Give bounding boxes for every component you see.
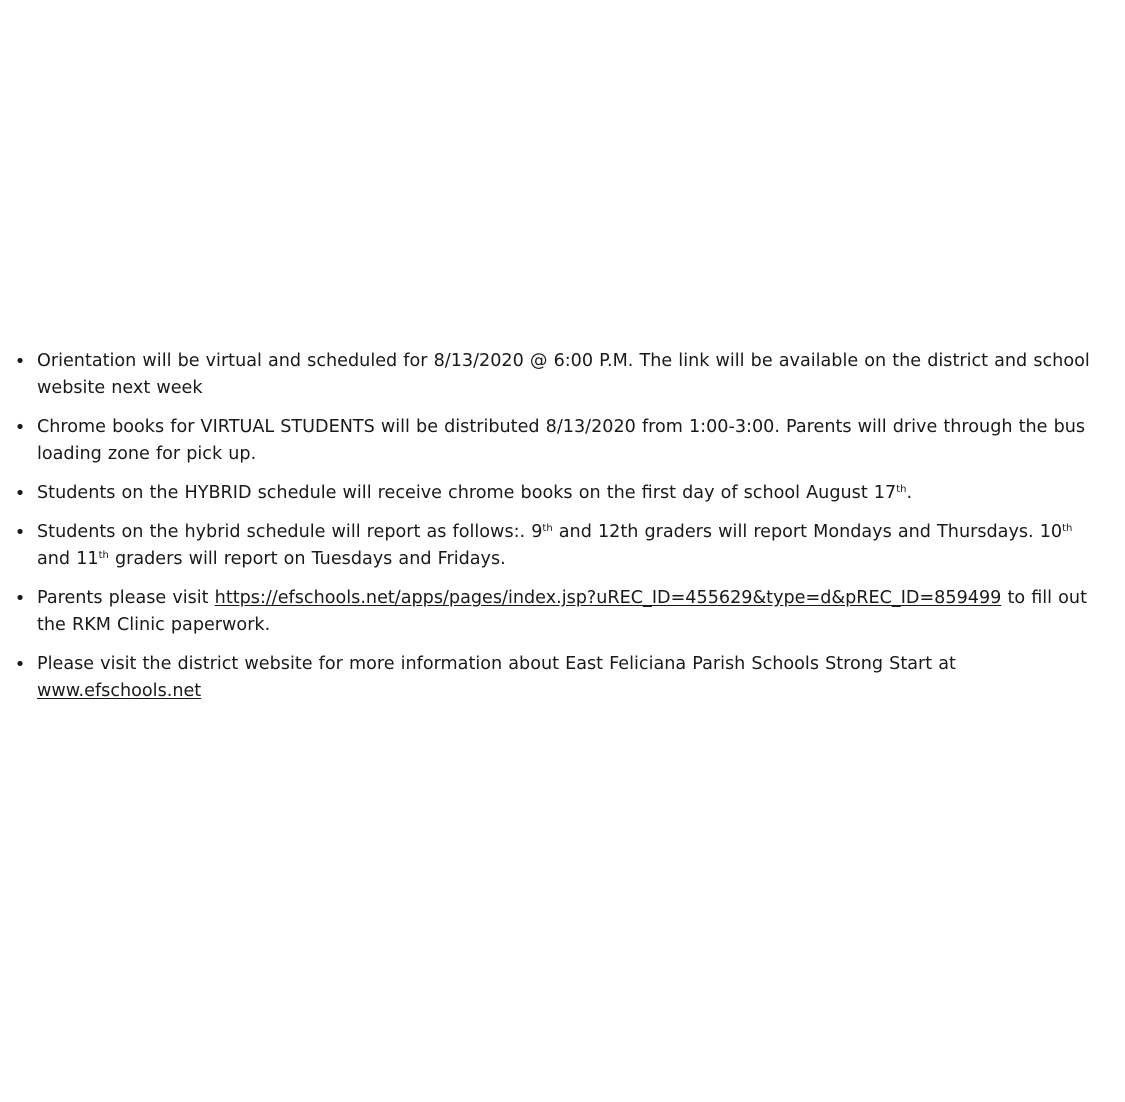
- list-item: [0, 480, 1110, 507]
- announcement-list: [0, 348, 1110, 717]
- district-website-link[interactable]: www.efschools.net: [37, 681, 202, 701]
- ordinal-suffix: th: [896, 484, 907, 495]
- hybrid-chromebook-text: Students on the HYBRID schedule will receive chrome books on the first day of school August 17: [37, 483, 897, 503]
- bullet-icon: •: [14, 483, 26, 504]
- list-item: [0, 414, 1110, 468]
- list-item: [0, 651, 1110, 705]
- orientation-text: Orientation will be virtual and scheduled for 8/13/2020 @ 6:00 P.M. The link will be available on the district and school website next week: [37, 351, 1090, 398]
- ordinal-suffix: th: [98, 550, 109, 561]
- chromebook-virtual-text: Chrome books for VIRTUAL STUDENTS will be distributed 8/13/2020 from 1:00-3:00. Parents will drive through the bus loading zone for pick up.: [37, 417, 1086, 464]
- bullet-icon: •: [14, 351, 26, 372]
- ordinal-suffix: th: [1062, 523, 1073, 534]
- hybrid-schedule-text-2: and 12th graders will report Mondays and Thursdays. 10: [552, 522, 1063, 542]
- bullet-icon: •: [14, 522, 26, 543]
- hybrid-schedule-text-4: graders will report on Tuesdays and Fridays.: [108, 549, 506, 569]
- district-website-text: Please visit the district website for more information about East Feliciana Parish Schools Strong Start at: [37, 654, 956, 674]
- bullet-icon: •: [14, 417, 26, 438]
- hybrid-schedule-text-3: and 11: [37, 549, 99, 569]
- rkm-clinic-link[interactable]: https://efschools.net/apps/pages/index.jsp?uREC_ID=455629&type=d&pREC_ID=859499: [214, 588, 1002, 608]
- list-item: [0, 348, 1110, 402]
- hybrid-schedule-text-1: Students on the hybrid schedule will report as follows:. 9: [37, 522, 543, 542]
- rkm-clinic-text-end: to fill out the RKM Clinic paperwork.: [37, 588, 1087, 635]
- ordinal-suffix: th: [542, 523, 553, 534]
- bullet-icon: •: [14, 588, 26, 609]
- bullet-icon: •: [14, 654, 26, 675]
- hybrid-chromebook-text-end: .: [906, 483, 913, 503]
- list-item: [0, 585, 1110, 639]
- list-item: [0, 519, 1110, 573]
- rkm-clinic-text: Parents please visit: [37, 588, 215, 608]
